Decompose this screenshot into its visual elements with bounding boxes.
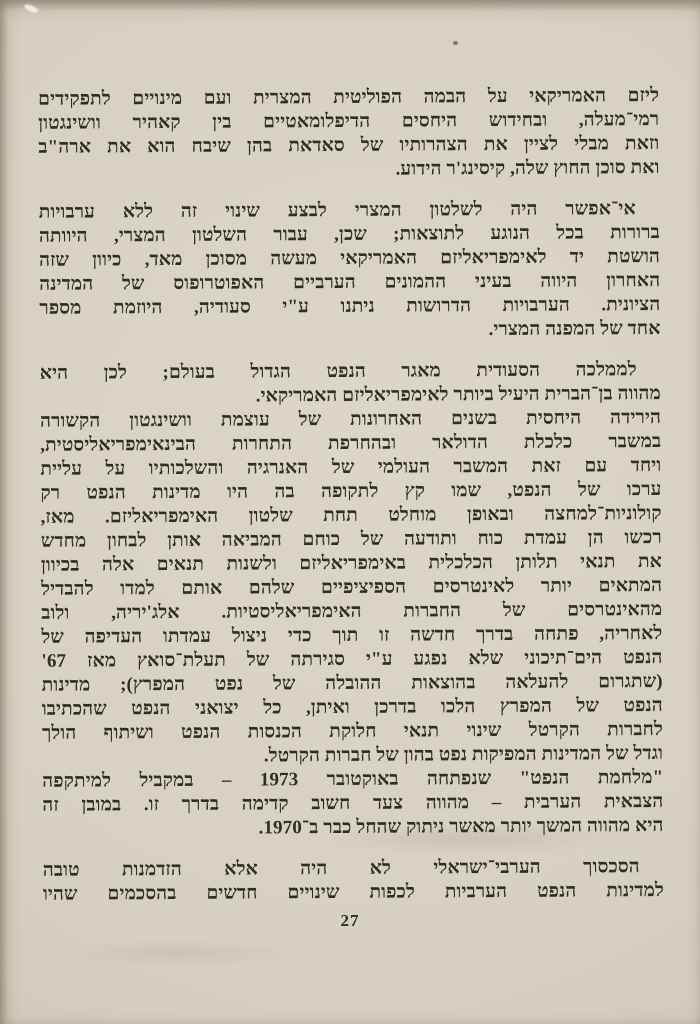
paragraph <box>38 84 660 184</box>
corner-glint-highlight <box>24 3 39 13</box>
text-line: הירידה היחסית בשנים האחרונות של עוצמת וושינגטון הקשורה <box>39 406 662 432</box>
text-line: אי־אפשר היה לשלטון המצרי לבצע שינוי זה ללא ערבויות <box>38 198 636 223</box>
paragraph <box>39 197 661 345</box>
page-left-edge-shadow <box>0 0 8 1024</box>
paragraph <box>42 766 663 842</box>
paragraph <box>43 855 664 907</box>
page-top-edge-shadow <box>0 0 700 10</box>
text-line: (שתגרום להעלאה בהוצאות ההובלה של נפט המפרץ); מדינות <box>41 670 663 696</box>
text-line: היא מהווה המשך יותר מאשר ניתוק שהחל כבר ב־1970. <box>258 814 664 839</box>
text-line: וזאת מבלי לציין את הצהרותיו של סאדאת בהן שיבח הוא את ארה"ב <box>38 132 660 158</box>
paper-speck <box>453 41 458 45</box>
text-line: האחרון היווה בעיני ההמונים הערביים האפוטרופוס של המדינה <box>39 269 661 295</box>
text-line: מהאינטרסים של החברות האימפריאליסטיות. אלג'יריה, ולוב <box>41 598 663 624</box>
text-line: ברורות בכל הנוגע לתוצאות; שכן, עבור השלטון המצרי, היוותה <box>38 221 660 247</box>
text-line: הסכסוך הערבי־ישראלי לא היה אלא הזדמנות טובה <box>42 856 640 881</box>
text-line: לאחריה, פתחה בדרך חדשה זו תוך כדי ניצול עמדתו העדיפה של <box>41 622 663 648</box>
text-line: למדינות הנפט הערביות לכפות שינויים חדשים בהסכמים שהיו <box>42 879 664 905</box>
text-line: הושטת יד לאימפריאליזם האמריקאי מעשה מסוכן מאד, כיוון שזה <box>39 245 661 271</box>
text-line: ערכו של הנפט, שמו קץ לתקופה בה היו מדינות הנפט רק <box>40 478 662 504</box>
text-line: לממלכה הסעודית מאגר הנפט הגדול בעולם; לכן היא <box>39 359 637 384</box>
text-line: הציונית. הערבויות הדרושות ניתנו ע"י סעודיה, היוזמת מספר <box>39 293 661 319</box>
paragraph <box>40 406 663 770</box>
text-line: לחברות הקרטל שינוי תנאי חלוקת הכנסות הנפט ושיתוף הולך <box>41 718 664 744</box>
text-line: את תנאי תלותן הכלכלית באימפריאליזם ולשנות תנאים אלה בכיוון <box>40 550 662 576</box>
text-line: המתאים יותר לאינטרסים הספיציפיים שלהם אותם למדו להבדיל <box>41 574 663 600</box>
text-line: קולוניות־למחצה ובאופן מוחלט תחת שלטון האימפריאליזם. מאז, <box>40 502 662 528</box>
show-through-smudge <box>60 940 300 966</box>
text-line: ואת סוכן החוץ שלה, קיסינג'ר הידוע. <box>395 156 660 180</box>
text-line: הצבאית הערבית – מהווה צעד חשוב קדימה בדרך זו. במובן זה <box>42 790 664 816</box>
text-line: הנפט של המפרץ הלכו בדרכן ואיתן, כל יצואני הנפט שהכתיבו <box>41 694 663 720</box>
text-line: ויחד עם זאת המשבר העולמי של האנרגיה והשלכותיו על עליית <box>40 454 662 480</box>
page-number: 27 <box>340 911 360 930</box>
text-line: רמי־מעלה, ובחידוש היחסים הדיפלומאטיים בין קאהיר וושינגטון <box>38 108 660 134</box>
text-line: במשבר כלכלת הדולאר ובהחרפת התחרות הבינאימפריאליסטית, <box>40 430 662 456</box>
text-line: מהווה בן־הברית היעיל ביותר לאימפריאליזם האמריקאי. <box>255 382 661 407</box>
text-line: אחד של המפנה המצרי. <box>488 317 661 341</box>
text-line: רכשו הן עמדת כוח ותודעה של כוחם המביאה אותן לבחון מחדש <box>40 526 662 552</box>
text-line: הנפט הים־תיכוני שלא נפגע ע"י סגירתה של תעלת־סואץ מאז 67' <box>41 646 663 672</box>
paragraph <box>40 358 661 410</box>
text-line: "מלחמת הנפט" שנפתחה באוקטובר 1973 – במקביל למיתקפה <box>42 766 664 792</box>
text-line: ליזם האמריקאי על הבמה הפוליטית המצרית ועם מינויים לתפקידים <box>38 84 660 110</box>
page-text <box>38 84 664 907</box>
text-line: וגדל של המדינות המפיקות נפט בהון של חברות הקרטל. <box>263 742 664 767</box>
